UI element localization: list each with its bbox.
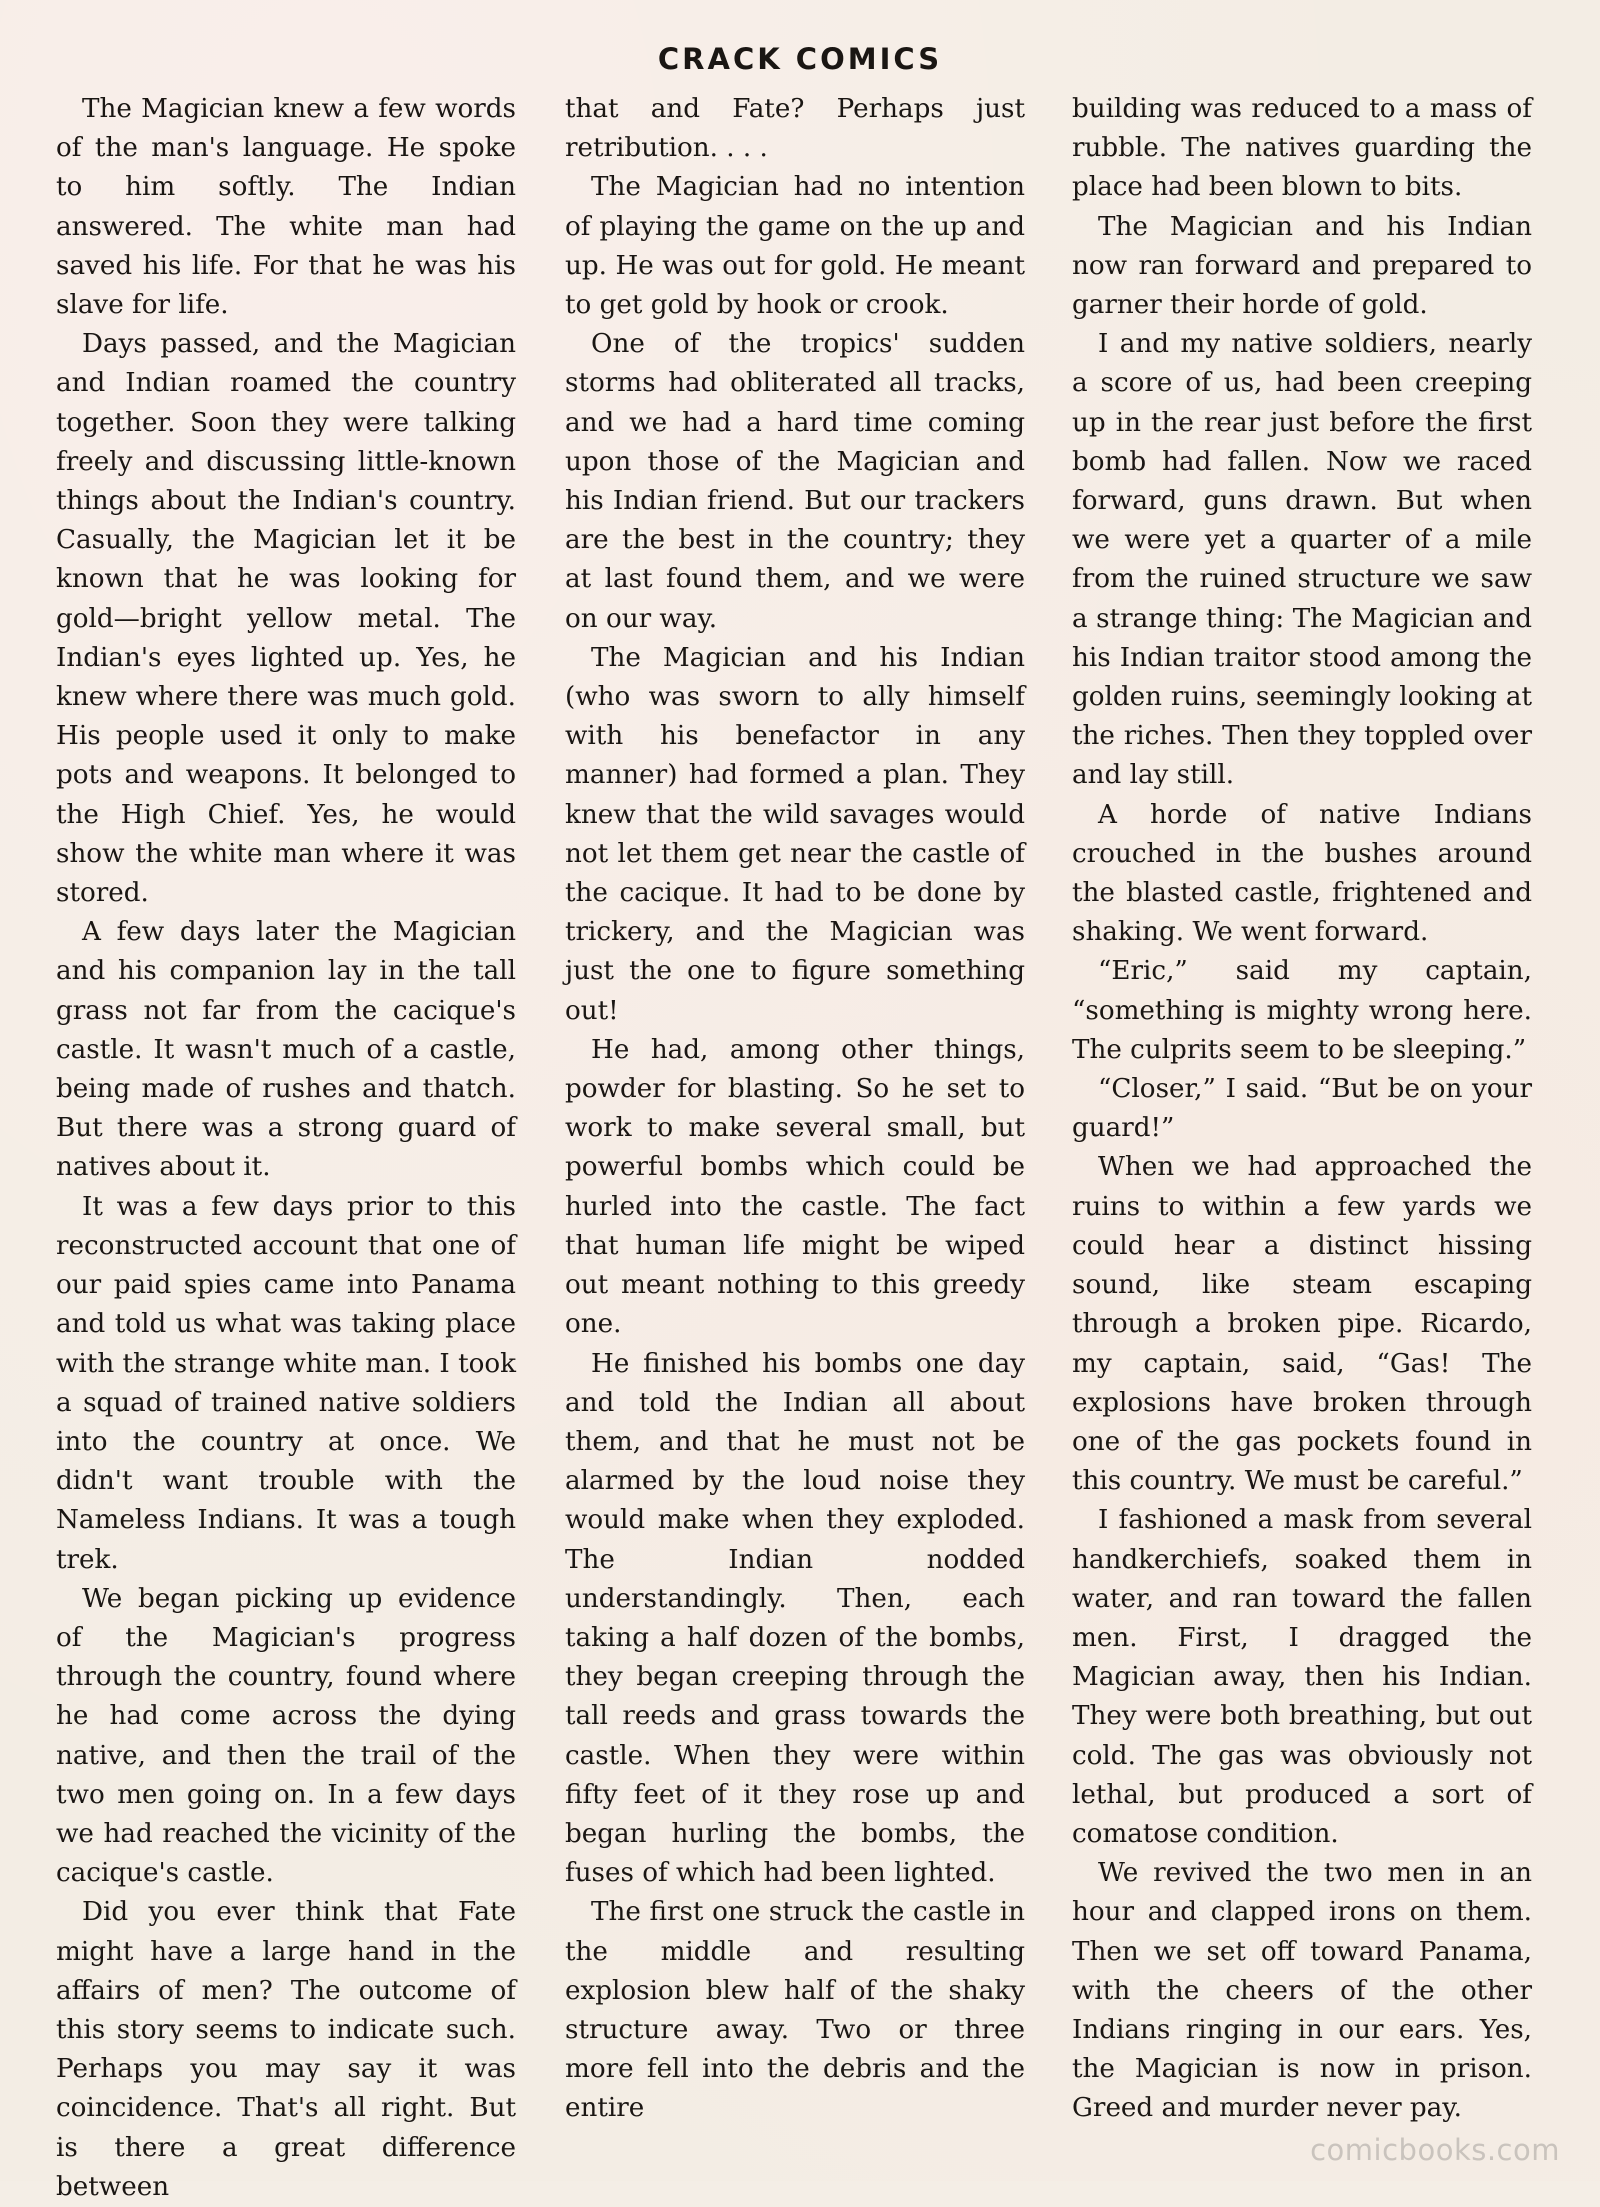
text-column-2 — [565, 90, 1025, 2129]
paragraph: We began picking up evidence of the Magician's progress through the country, found where he had come across the dying native, and then the trail of the two men going on. In a few days we had reached the vicinity of the cacique's castle. — [56, 1583, 516, 1889]
paragraph: The Magician and his Indian (who was sworn to ally himself with his benefactor in any manner) had formed a plan. They knew that the wild savages would not let them get near the castle of the cacique. It had to be done by trickery, and the Magician was just the one to figure something out! — [565, 642, 1025, 1026]
paragraph: A horde of native Indians crouched in the bushes around the blasted castle, frightened and shaking. We went forward. — [1072, 799, 1532, 948]
paragraph: I fashioned a mask from several handkerchiefs, soaked them in water, and ran toward the fallen men. First, I dragged the Magician away, then his Indian. They were both breathing, but out cold. The gas was obviously not lethal, but produced a sort of comatose condition. — [1072, 1505, 1532, 1849]
paragraph: building was reduced to a mass of rubble. The natives guarding the place had been blown to bits. — [1072, 94, 1532, 203]
paragraph: that and Fate? Perhaps just retribution. . . . — [565, 94, 1025, 164]
paragraph: I and my native soldiers, nearly a score of us, had been creeping up in the rear just before the first bomb had fallen. Now we raced forward, guns drawn. But when we were yet a quarter of a mile from the ruined structure we saw a strange thing: The Magician and his Indian traitor stood among the golden ruins, seemingly looking at the riches. Then they toppled over and lay still. — [1072, 329, 1532, 791]
paragraph: “Eric,” said my captain, “something is mighty wrong here. The culprits seem to be sleeping.” — [1072, 956, 1532, 1065]
text-column-1 — [56, 90, 516, 2207]
page-header-title: CRACK COMICS — [657, 42, 943, 76]
paragraph: The Magician knew a few words of the man's language. He spoke to him softly. The Indian answered. The white man had saved his life. For that he was his slave for life. — [56, 94, 516, 321]
paragraph: One of the tropics' sudden storms had obliterated all tracks, and we had a hard time coming upon those of the Magician and his Indian friend. But our trackers are the best in the country; they at last found them, and we were on our way. — [565, 329, 1025, 634]
paragraph: “Closer,” I said. “But be on your guard!” — [1072, 1074, 1532, 1144]
paragraph: When we had approached the ruins to within a few yards we could hear a distinct hissing sound, like steam escaping through a broken pipe. Ricardo, my captain, said, “Gas! The explosions have broken through one of the gas pockets found in this country. We must be careful.” — [1072, 1152, 1532, 1497]
paragraph: Did you ever think that Fate might have a large hand in the affairs of men? The outcome of this story seems to indicate such. Perhaps you may say it was coincidence. That's all right. But is there a great difference between — [56, 1897, 516, 2202]
paragraph: He finished his bombs one day and told the Indian all about them, and that he must not be alarmed by the loud noise they would make when they exploded. The Indian nodded understandingly. Then, each taking a half dozen of the bombs, they began creeping through the tall reeds and grass towards the castle. When they were within fifty feet of it they rose up and began hurling the bombs, the fuses of which had been lighted. — [565, 1348, 1025, 1889]
paragraph: We revived the two men in an hour and clapped irons on them. Then we set off toward Panama, with the cheers of the other Indians ringing in our ears. Yes, the Magician is now in prison. Greed and murder never pay. — [1072, 1858, 1532, 2124]
paragraph: It was a few days prior to this reconstructed account that one of our paid spies came into Panama and told us what was taking place with the strange white man. I took a squad of trained native soldiers into the country at once. We didn't want trouble with the Nameless Indians. It was a tough trek. — [56, 1191, 516, 1575]
paragraph: He had, among other things, powder for blasting. So he set to work to make several small, but powerful bombs which could be hurled into the castle. The fact that human life might be wiped out meant nothing to this greedy one. — [565, 1034, 1025, 1340]
paragraph: A few days later the Magician and his companion lay in the tall grass not far from the cacique's castle. It wasn't much of a castle, being made of rushes and thatch. But there was a strong guard of natives about it. — [56, 917, 516, 1183]
watermark: comicbooks.com — [1310, 2133, 1560, 2167]
paragraph: Days passed, and the Magician and Indian roamed the country together. Soon they were talking freely and discussing little-known things about the Indian's country. Casually, the Magician let it be known that he was looking for gold—bright yellow metal. The Indian's eyes lighted up. Yes, he knew where there was much gold. His people used it only to make pots and weapons. It belonged to the High Chief. Yes, he would show the white man where it was stored. — [56, 329, 516, 909]
paragraph: The Magician had no intention of playing the game on the up and up. He was out for gold. He meant to get gold by hook or crook. — [565, 172, 1025, 321]
text-column-3 — [1072, 90, 1532, 2129]
paragraph: The Magician and his Indian now ran forward and prepared to garner their horde of gold. — [1072, 211, 1532, 321]
paragraph: The first one struck the castle in the middle and resulting explosion blew half of the shaky structure away. Two or three more fell into the debris and the entire — [565, 1897, 1025, 2124]
